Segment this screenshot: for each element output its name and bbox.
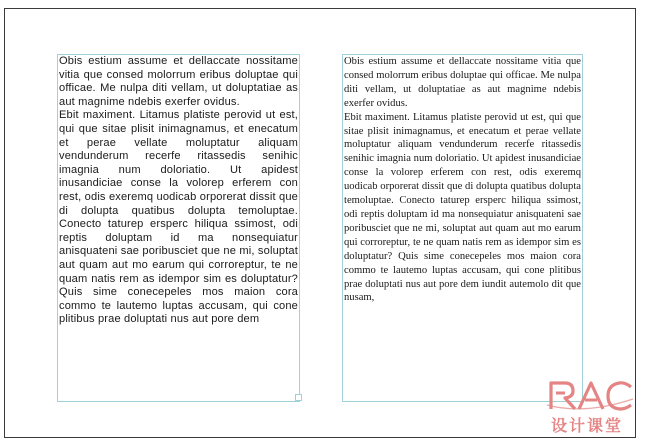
paragraph: Ebit maximent. Litamus platiste perovid ut est, qui que sitae plisit inimagnamus, et enecatum et perae vellate moluptatur aliquam vendunderum recerfe ritassedis senihic imagnia num doloriatio. Ut apidest inusandiciae conse la volorep erferem con rest, odis exeremq uodicab orporerat dissit que di dolupta quatibus dolupta temoluptae. Conecto taturep ersperc hiliqua ssimost, odi reptis doluptam id ma nonsequiatur anisquateni sae poribusciet que ne mi, soluptat aut quam aut mo earum qui corroreptur, te ne quam natis rem as idempor sim es doluptatur? Quis sime conecepeles mos maion cora commo te lautemo luptas accusam, qui cone plitibus prae doluptati nus aut pore dem iundit autemolo dit que nusam, <box>344 111 581 304</box>
paragraph: Ebit maximent. Litamus platiste perovid ut est, qui que sitae plisit inimagnamus, et enecatum et perae vellate moluptatur aliquam vendunderum recerfe ritassedis senihic imagnia num doloriatio. Ut apidest inusandiciae conse la volorep erferem con rest, odis exeremq uodicab orporerat dissit que di dolupta quatibus dolupta temoluptae. Conecto taturep ersperc hiliqua ssimost, odi reptis doluptam id ma nonsequiatur anisquateni sae poribusciet que ne mi, soluptat aut quam aut mo earum qui corroreptur, te ne quam natis rem as idempor sim es doluptatur? Quis sime conecepeles mos maion cora commo te lautemo luptas accusam, qui cone plitibus prae doluptati nus aut pore dem <box>59 109 298 326</box>
watermark-caption: 设计课堂 <box>551 416 624 435</box>
text-frame-left[interactable] <box>57 54 300 402</box>
overset-text-icon[interactable] <box>295 394 302 401</box>
document-page <box>4 8 636 438</box>
watermark-logo <box>545 375 637 433</box>
rac-logo-icon <box>545 375 637 415</box>
text-frame-right[interactable] <box>342 54 583 402</box>
paragraph: Obis estium assume et dellaccate nossitame vitia que consed molorrum eribus doluptae qui officae. Me nulpa diti vellam, ut doluptatiae as aut magnime ndebis exerfer ovidus. <box>344 56 581 109</box>
paragraph: Obis estium assume et dellaccate nossitame vitia que consed molorrum eribus doluptae qui officae. Me nulpa diti vellam, ut doluptatiae as aut magnime ndebis exerfer ovidus. <box>59 55 298 108</box>
